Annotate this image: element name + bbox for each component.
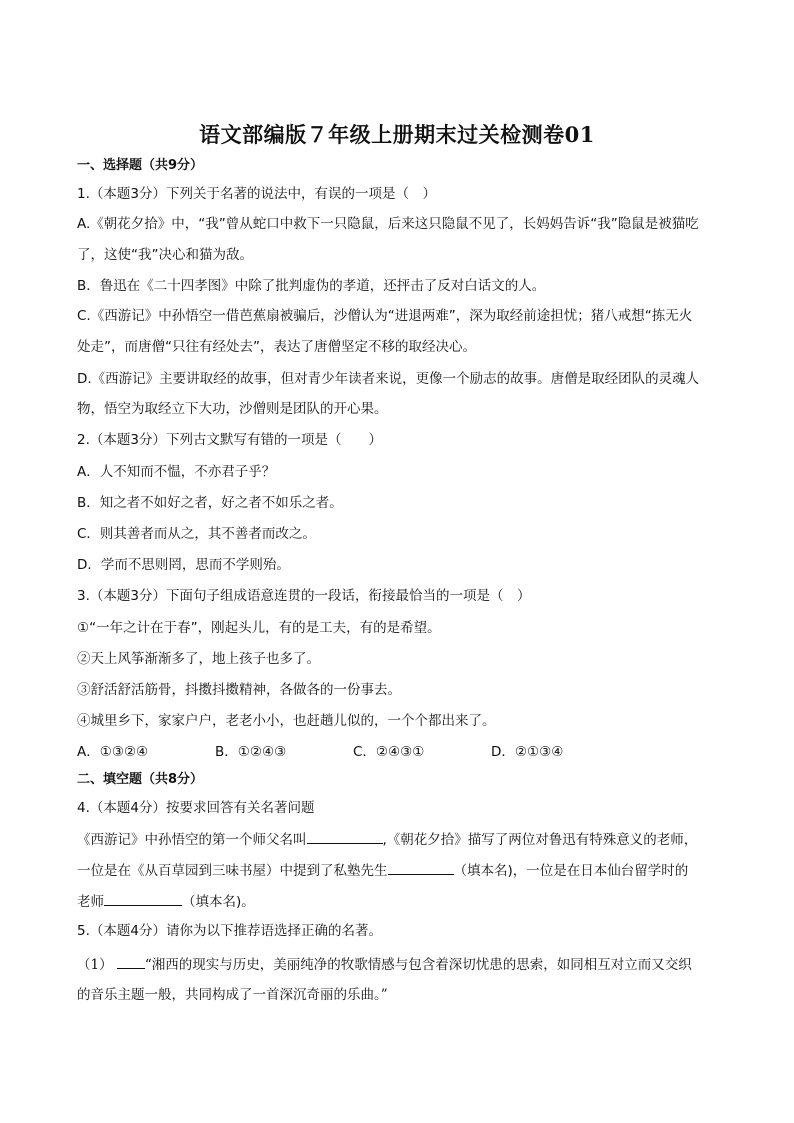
q5-recommendation: “湘西的现实与历史，美丽纯净的牧歌情感与包含着深切忧患的思索，如同相互对立而又交织 bbox=[144, 957, 692, 973]
q1-option-c-cont: 处走”，而唐僧“只往有经处去”，表达了唐僧坚定不移的取经决心。 bbox=[77, 339, 476, 355]
q4-line-2-text: 一位是在《从百草园到三味书屋）中提到了私塾先生 bbox=[77, 863, 388, 879]
q2-option-d: D．学而不思则罔，思而不学则殆。 bbox=[77, 557, 290, 573]
q5-stem: 5.（本题4分）请你为以下推荐语选择正确的名著。 bbox=[77, 923, 382, 939]
q4-line-1-text-cont: ,《朝花夕拾》描写了两位对鲁迅有特殊意义的老师， bbox=[382, 832, 698, 848]
q1-option-a: A.《朝花夕拾》中，“我”曾从蛇口中救下一只隐鼠，后来这只隐鼠不见了，长妈妈告诉“我”隐鼠是被猫吃 bbox=[77, 216, 699, 232]
exam-title: 语文部编版７年级上册期末过关检测卷01 bbox=[199, 122, 595, 147]
q5-answer-blank[interactable] bbox=[117, 954, 145, 969]
q2-stem: 2.（本题3分）下列古文默写有错的一项是（ ） bbox=[77, 432, 382, 448]
q4-line-1-text: 《西游记》中孙悟空的第一个师父名叫 bbox=[77, 832, 307, 848]
q3-sentence-3: ③舒活舒活筋骨，抖擞抖擞精神，各做各的一份事去。 bbox=[77, 682, 401, 698]
q1-option-d-cont: 物，悟空为取经立下大功，沙僧则是团队的开心果。 bbox=[77, 401, 388, 417]
q1-option-c: C.《西游记》中孙悟空一借芭蕉扇被骗后，沙僧认为“进退两难”，深为取经前途担忧；猪八戒想“拣无火 bbox=[77, 308, 693, 324]
q2-option-c: C．则其善者而从之，其不善者而改之。 bbox=[77, 526, 316, 542]
q3-option-a: A．①③②④ bbox=[77, 744, 149, 760]
q3-sentence-1: ①“一年之计在于春”，刚起头儿，有的是工夫，有的是希望。 bbox=[77, 620, 441, 636]
q4-stem: 4.（本题4分）按要求回答有关名著问题 bbox=[77, 800, 315, 816]
q5-line-2: 的音乐主题一般，共同构成了一首深沉奇丽的乐曲。” bbox=[77, 987, 388, 1003]
q5-item-number: （1） bbox=[77, 957, 113, 973]
q3-option-c: C．②④③① bbox=[353, 744, 425, 760]
q4-line-3-text-cont: （填本名)。 bbox=[182, 894, 255, 910]
q1-option-b: B．鲁迅在《二十四孝图》中除了批判虚伪的孝道，还抨击了反对白话文的人。 bbox=[77, 278, 546, 294]
q4-line-3 bbox=[77, 891, 255, 911]
q4-line-2 bbox=[77, 860, 688, 880]
q3-sentence-2: ②天上风筝渐渐多了，地上孩子也多了。 bbox=[77, 651, 320, 667]
q4-answer-blank-2[interactable] bbox=[388, 860, 454, 875]
q3-sentence-4: ④城里乡下，家家户户，老老小小，也赶趟儿似的，一个个都出来了。 bbox=[77, 713, 496, 729]
q2-option-b: B．知之者不如好之者，好之者不如乐之者。 bbox=[77, 495, 343, 511]
q5-line-1 bbox=[77, 954, 692, 974]
q4-line-3-text: 老师 bbox=[77, 894, 104, 910]
q3-option-d: D．②①③④ bbox=[491, 744, 564, 760]
q1-option-d: D.《西游记》主要讲取经的故事，但对青少年读者来说，更像一个励志的故事。唐僧是取经团队的灵魂人 bbox=[77, 371, 700, 387]
section-heading-choice: 一、选择题（共9分） bbox=[77, 158, 204, 173]
q2-option-a: A．人不知而不愠，不亦君子乎？ bbox=[77, 464, 276, 480]
section-heading-fill: 二、填空题（共8分） bbox=[77, 772, 204, 787]
q4-answer-blank-1[interactable] bbox=[307, 829, 383, 844]
q1-option-a-cont: 了，这使“我”决心和猫为敌。 bbox=[77, 247, 253, 263]
q4-answer-blank-3[interactable] bbox=[104, 891, 182, 906]
q4-line-1 bbox=[77, 829, 697, 849]
q1-stem: 1.（本题3分）下列关于名著的说法中，有误的一项是（ ） bbox=[77, 186, 436, 202]
q3-option-b: B．①②④③ bbox=[215, 744, 287, 760]
q4-line-2-text-cont: （填本名)，一位是在日本仙台留学时的 bbox=[453, 863, 689, 879]
q3-stem: 3.（本题3分）下面句子组成语意连贯的一段话，衔接最恰当的一项是（ ） bbox=[77, 588, 531, 604]
